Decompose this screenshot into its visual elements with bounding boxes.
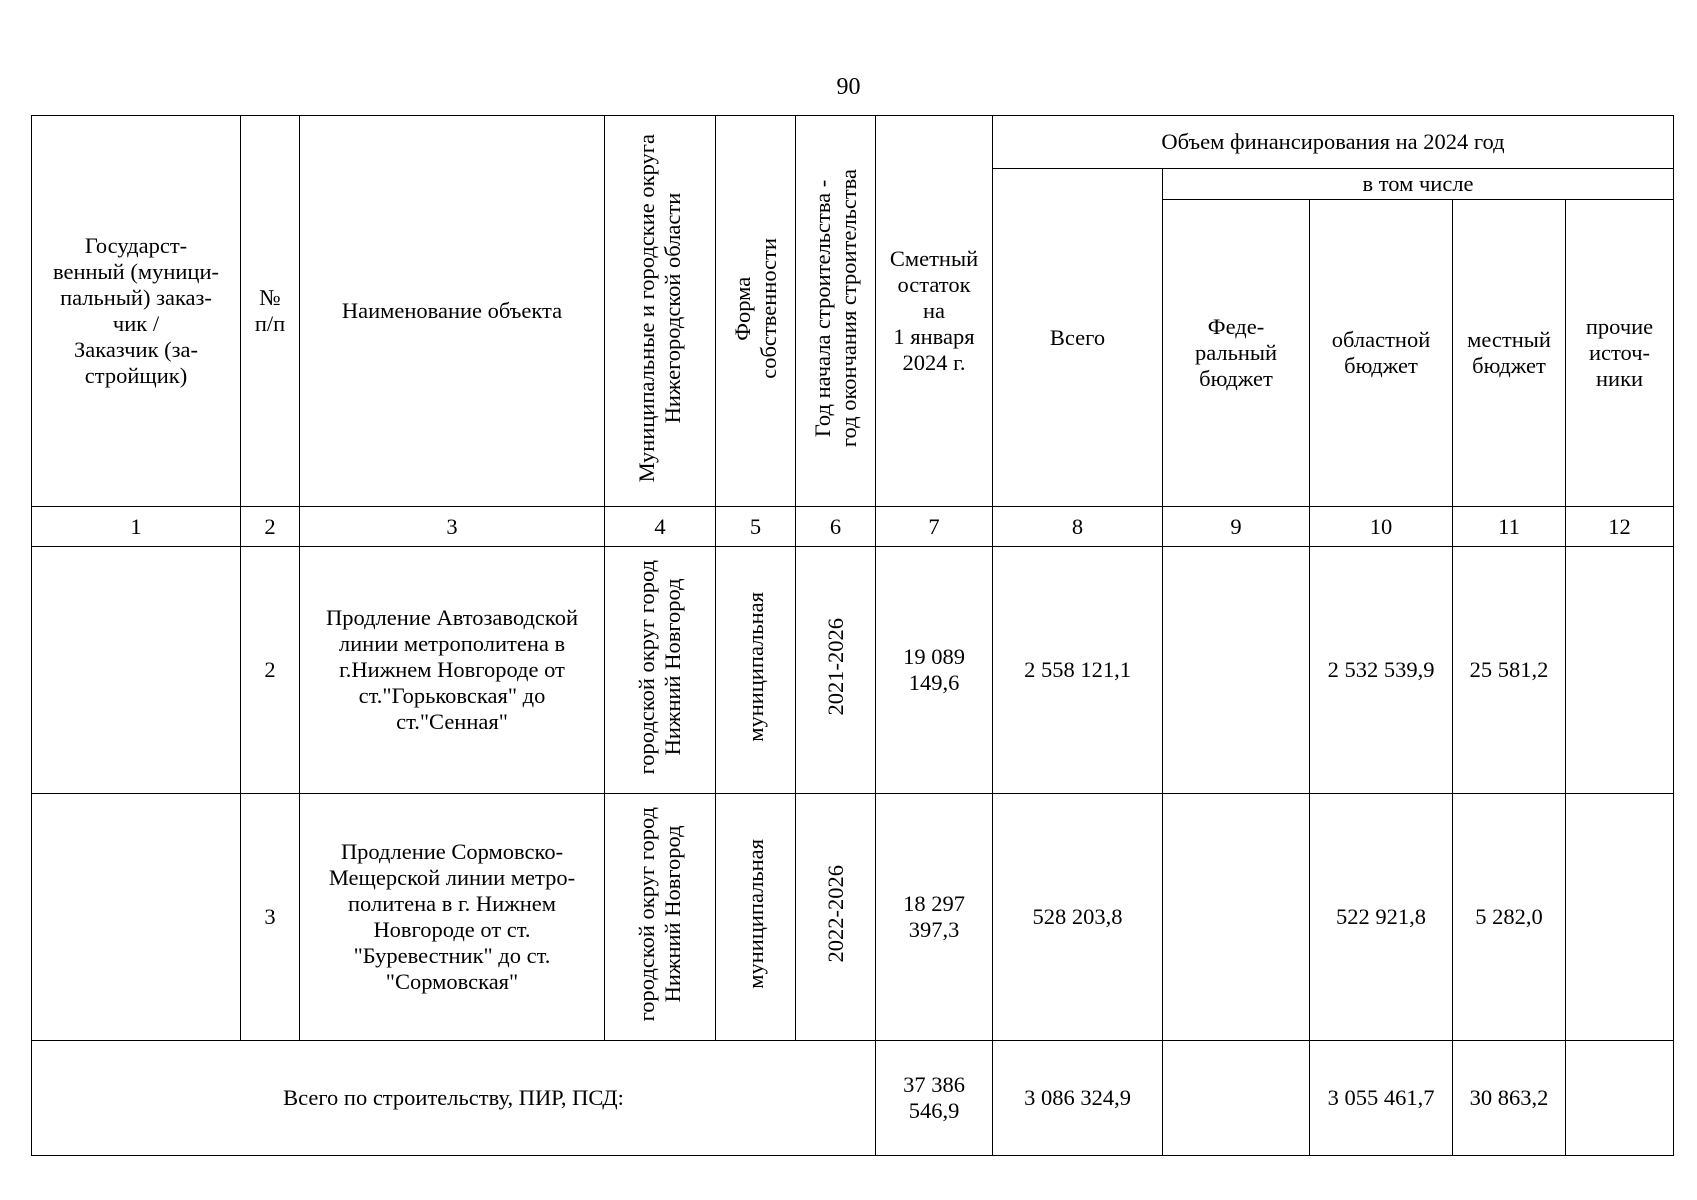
row-total: 528 203,8 — [993, 794, 1163, 1041]
table-row — [32, 794, 1674, 1041]
header-federal: Феде- ральный бюджет — [1163, 200, 1310, 507]
row-object-name: Продление Автозаводской линии метрополитена в г.Нижнем Новгороде от ст."Горьковская" до ст."Сенная" — [300, 547, 605, 794]
row-estimate-remainder: 18 297 397,3 — [876, 794, 993, 1041]
column-number: 11 — [1453, 507, 1566, 547]
row-ownership-cell — [716, 794, 796, 1041]
header-total: Всего — [993, 169, 1163, 507]
row-district: городской округ город Нижний Новгород — [634, 559, 685, 775]
column-number: 10 — [1310, 507, 1453, 547]
row-district-cell — [605, 547, 716, 794]
table-row — [32, 547, 1674, 794]
row-ownership: муниципальная — [742, 839, 768, 989]
header-number: № п/п — [241, 116, 300, 507]
row-total: 2 558 121,1 — [993, 547, 1163, 794]
header-years: Год начала строительства - год окончания строительства — [809, 168, 861, 448]
header-regional: областной бюджет — [1310, 200, 1453, 507]
header-customer: Государст- венный (муници- пальный) заказ- чик / Заказчик (за- стройщик) — [32, 116, 241, 507]
row-object-name: Продление Сормовско- Мещерской линии метро- политена в г. Нижнем Новгороде от ст. "Буревестник" до ст. "Сормовская" — [300, 794, 605, 1041]
row-customer — [32, 794, 241, 1041]
row-years-cell — [796, 547, 876, 794]
row-other — [1566, 794, 1674, 1041]
header-object-name: Наименование объекта — [300, 116, 605, 507]
financing-table — [31, 115, 1674, 1156]
row-customer — [32, 547, 241, 794]
total-federal — [1163, 1041, 1310, 1156]
row-years: 2022-2026 — [822, 865, 848, 963]
column-number: 8 — [993, 507, 1163, 547]
header-local: местный бюджет — [1453, 200, 1566, 507]
header-districts: Муниципальные и городские округа Нижегородской области — [634, 133, 685, 483]
column-number: 9 — [1163, 507, 1310, 547]
row-district: городской округ город Нижний Новгород — [634, 806, 685, 1022]
row-other — [1566, 547, 1674, 794]
total-other — [1566, 1041, 1674, 1156]
header-including: в том числе — [1163, 169, 1674, 200]
column-number: 7 — [876, 507, 993, 547]
column-number: 3 — [300, 507, 605, 547]
header-districts-cell — [605, 116, 716, 507]
total-regional: 3 055 461,7 — [1310, 1041, 1453, 1156]
row-regional: 2 532 539,9 — [1310, 547, 1453, 794]
header-row-1 — [32, 116, 1674, 169]
column-numbers-row — [32, 507, 1674, 547]
column-number: 2 — [241, 507, 300, 547]
header-years-cell — [796, 116, 876, 507]
row-number: 2 — [241, 547, 300, 794]
row-federal — [1163, 547, 1310, 794]
row-federal — [1163, 794, 1310, 1041]
row-number: 3 — [241, 794, 300, 1041]
total-row — [32, 1041, 1674, 1156]
row-years: 2021-2026 — [822, 618, 848, 716]
row-local: 5 282,0 — [1453, 794, 1566, 1041]
row-regional: 522 921,8 — [1310, 794, 1453, 1041]
total-estimate-remainder: 37 386 546,9 — [876, 1041, 993, 1156]
header-ownership-cell — [716, 116, 796, 507]
row-ownership-cell — [716, 547, 796, 794]
page-number: 90 — [836, 74, 861, 100]
row-local: 25 581,2 — [1453, 547, 1566, 794]
row-years-cell — [796, 794, 876, 1041]
row-district-cell — [605, 794, 716, 1041]
total-label: Всего по строительству, ПИР, ПСД: — [32, 1041, 876, 1156]
column-number: 5 — [716, 507, 796, 547]
total-total: 3 086 324,9 — [993, 1041, 1163, 1156]
row-ownership: муниципальная — [742, 592, 768, 742]
column-number: 12 — [1566, 507, 1674, 547]
column-number: 4 — [605, 507, 716, 547]
header-ownership: Форма собственности — [729, 237, 781, 379]
row-estimate-remainder: 19 089 149,6 — [876, 547, 993, 794]
header-other: прочие источ- ники — [1566, 200, 1674, 507]
total-local: 30 863,2 — [1453, 1041, 1566, 1156]
column-number: 6 — [796, 507, 876, 547]
header-funding-group: Объем финансирования на 2024 год — [993, 116, 1674, 169]
column-number: 1 — [32, 507, 241, 547]
header-estimate-remainder: Сметный остаток на 1 января 2024 г. — [876, 116, 993, 507]
